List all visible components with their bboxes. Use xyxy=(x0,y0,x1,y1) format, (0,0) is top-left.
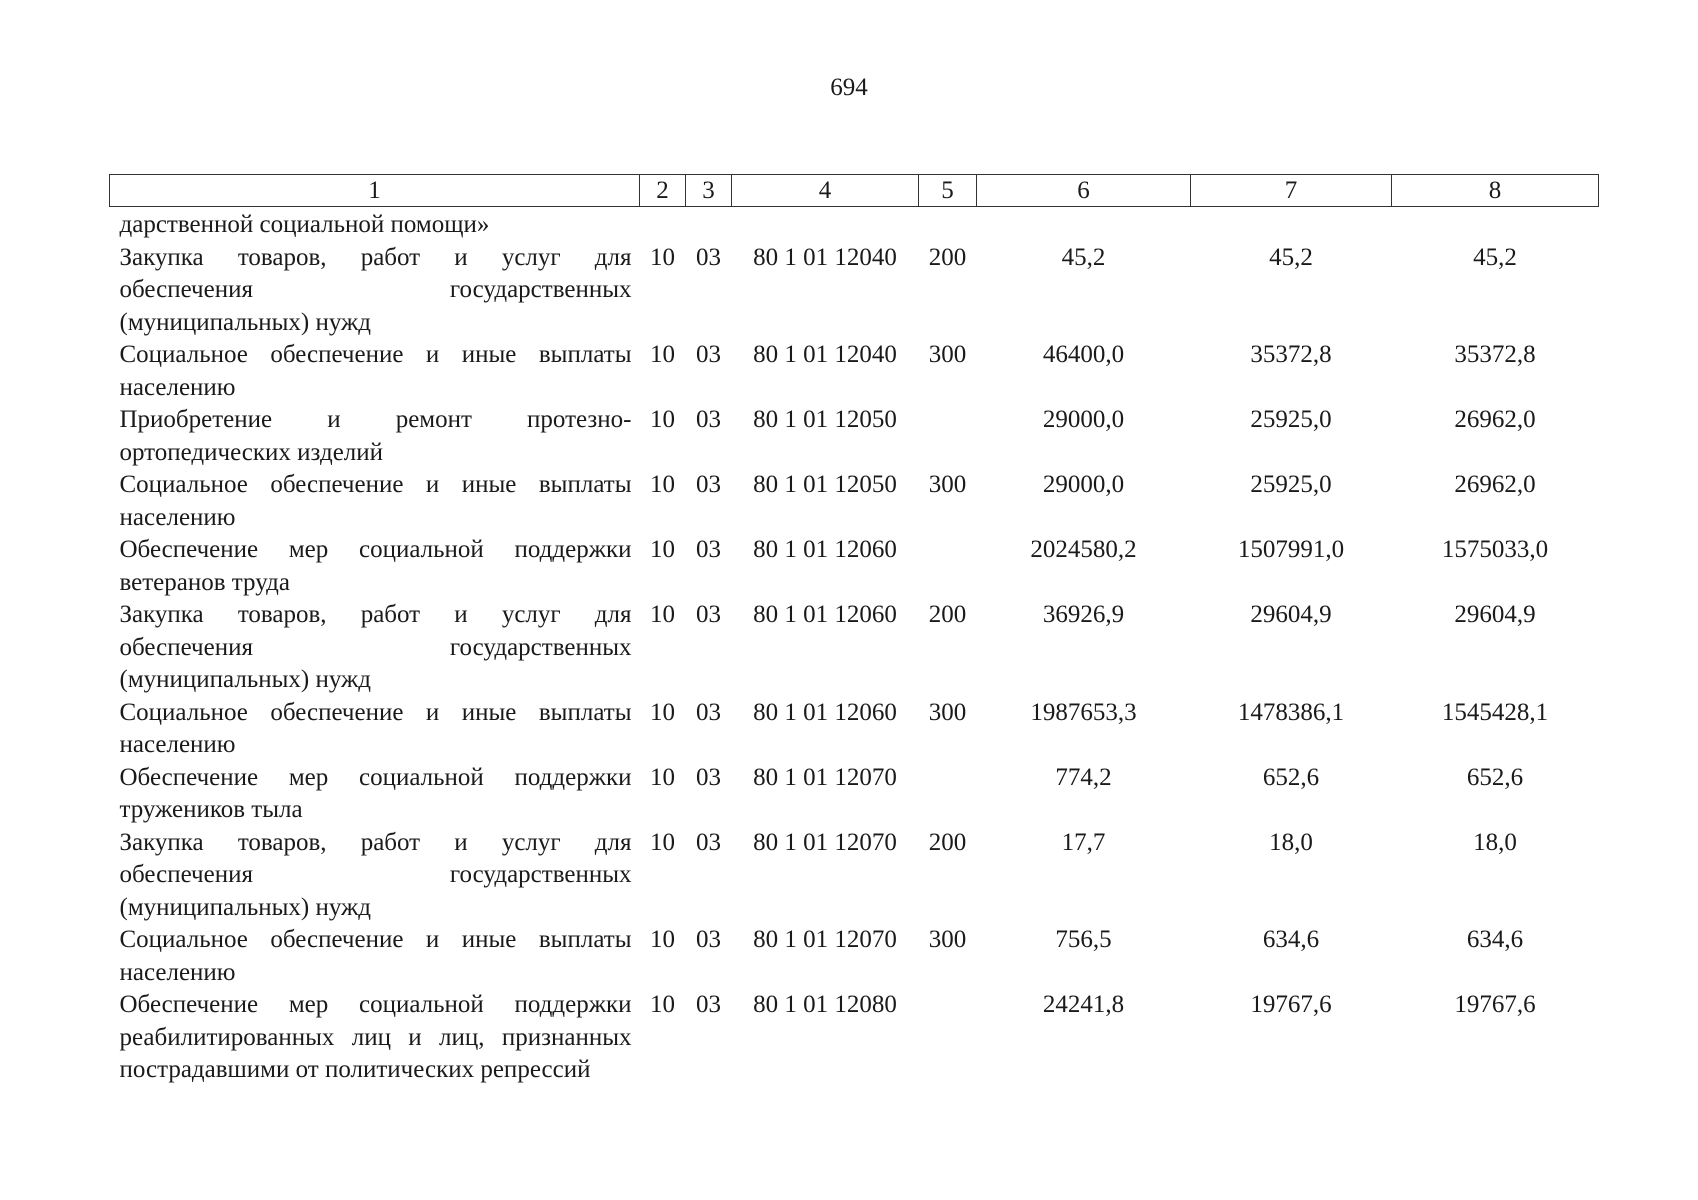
table-row xyxy=(110,827,1599,925)
section-code-cell: 10 xyxy=(650,763,675,791)
row-name-cell: Социальное обеспечение и иные выплаты населению xyxy=(119,471,632,531)
table-row xyxy=(110,534,1599,599)
subsection-code-cell: 03 xyxy=(696,698,721,726)
row-name-cell: дарственной социальной помощи» xyxy=(119,211,490,238)
row-name-cell: Социальное обеспечение и иные выплаты населению xyxy=(119,926,632,986)
expense-type-cell: 300 xyxy=(928,471,967,498)
row-name-cell: Обеспечение мер социальной поддержки реабилитированных лиц и лиц, признанных пострадавшими от политических репрессий xyxy=(119,991,632,1083)
section-code-cell: 10 xyxy=(650,406,675,433)
amount-col7-cell: 18,0 xyxy=(1269,828,1313,856)
subsection-code-cell xyxy=(686,207,732,242)
target-article-cell: 80 1 01 12050 xyxy=(753,471,897,498)
subsection-code-cell: 03 xyxy=(696,828,721,856)
expense-type-cell: 300 xyxy=(928,341,967,368)
table-row xyxy=(110,469,1599,534)
table-row xyxy=(110,697,1599,762)
page-number: 694 xyxy=(830,74,868,101)
amount-col8-cell: 18,0 xyxy=(1473,828,1517,856)
subsection-code-cell: 03 xyxy=(696,406,721,433)
amount-col8-cell: 26962,0 xyxy=(1454,471,1536,498)
amount-col6-cell: 1987653,3 xyxy=(1030,698,1137,726)
amount-col7-cell: 634,6 xyxy=(1262,926,1320,953)
table-body xyxy=(110,207,1599,1087)
expense-type-cell xyxy=(919,207,977,242)
amount-col8-cell: 29604,9 xyxy=(1454,601,1536,628)
amount-col6-cell: 36926,9 xyxy=(1042,601,1125,628)
section-code-cell xyxy=(640,207,686,242)
amount-col8-cell: 634,6 xyxy=(1466,926,1524,953)
expense-type-cell xyxy=(919,762,977,827)
expense-type-cell: 200 xyxy=(928,243,967,271)
table-row xyxy=(110,242,1599,340)
amount-col6-cell: 24241,8 xyxy=(1042,991,1125,1018)
section-code-cell: 10 xyxy=(650,828,675,856)
subsection-code-cell: 03 xyxy=(696,991,721,1018)
expense-type-cell: 200 xyxy=(928,828,967,856)
amount-col6-cell: 2024580,2 xyxy=(1030,536,1137,563)
amount-col7-cell: 652,6 xyxy=(1262,763,1320,791)
header-cell-6: 6 xyxy=(977,175,1191,207)
amount-col8-cell xyxy=(1392,207,1599,242)
amount-col8-cell: 652,6 xyxy=(1466,763,1524,791)
header-cell-4: 4 xyxy=(732,175,919,207)
amount-col6-cell: 46400,0 xyxy=(1042,341,1125,368)
amount-col6-cell xyxy=(977,207,1191,242)
row-name-cell: Закупка товаров, работ и услуг для обеспечения государственных (муниципальных) нужд xyxy=(119,243,632,336)
table-header xyxy=(110,175,1599,207)
section-code-cell: 10 xyxy=(650,926,675,953)
amount-col6-cell: 756,5 xyxy=(1055,926,1112,953)
expense-type-cell: 300 xyxy=(928,926,967,953)
target-article-cell xyxy=(732,207,919,242)
section-code-cell: 10 xyxy=(650,243,675,271)
row-name-cell: Обеспечение мер социальной поддержки тружеников тыла xyxy=(119,763,632,823)
amount-col7-cell: 19767,6 xyxy=(1250,991,1332,1018)
table-row xyxy=(110,404,1599,469)
amount-col7-cell: 45,2 xyxy=(1269,243,1313,271)
header-cell-3: 3 xyxy=(686,175,732,207)
amount-col8-cell: 1545428,1 xyxy=(1441,698,1549,726)
target-article-cell: 80 1 01 12070 xyxy=(753,763,897,791)
section-code-cell: 10 xyxy=(650,471,675,498)
amount-col7-cell: 35372,8 xyxy=(1250,341,1332,368)
header-cell-8: 8 xyxy=(1392,175,1599,207)
row-name-cell: Закупка товаров, работ и услуг для обеспечения государственных (муниципальных) нужд xyxy=(119,828,632,921)
amount-col7-cell: 1507991,0 xyxy=(1237,536,1345,563)
header-row xyxy=(110,175,1599,207)
table-row xyxy=(110,339,1599,404)
section-code-cell: 10 xyxy=(650,341,675,368)
table-row xyxy=(110,762,1599,827)
section-code-cell: 10 xyxy=(650,601,675,628)
amount-col8-cell: 26962,0 xyxy=(1454,406,1536,433)
row-name-cell: Социальное обеспечение и иные выплаты населению xyxy=(119,698,632,758)
target-article-cell: 80 1 01 12060 xyxy=(753,536,897,563)
expense-type-cell: 200 xyxy=(928,601,967,628)
expense-type-cell xyxy=(919,404,977,469)
budget-table xyxy=(109,174,1599,1087)
amount-col7-cell: 1478386,1 xyxy=(1237,698,1345,726)
amount-col8-cell: 35372,8 xyxy=(1454,341,1536,368)
target-article-cell: 80 1 01 12070 xyxy=(753,828,897,856)
header-cell-7: 7 xyxy=(1191,175,1392,207)
target-article-cell: 80 1 01 12060 xyxy=(753,601,897,628)
amount-col8-cell: 19767,6 xyxy=(1454,991,1536,1018)
table-row xyxy=(110,924,1599,989)
row-name-cell: Приобретение и ремонт протезно-ортопедических изделий xyxy=(119,406,632,466)
target-article-cell: 80 1 01 12070 xyxy=(753,926,897,953)
expense-type-cell: 300 xyxy=(928,698,967,726)
table-row xyxy=(110,599,1599,697)
amount-col7-cell: 25925,0 xyxy=(1250,406,1332,433)
section-code-cell: 10 xyxy=(650,536,675,563)
section-code-cell: 10 xyxy=(650,991,675,1018)
header-cell-2: 2 xyxy=(640,175,686,207)
subsection-code-cell: 03 xyxy=(696,763,721,791)
target-article-cell: 80 1 01 12080 xyxy=(753,991,897,1018)
row-name-cell: Обеспечение мер социальной поддержки ветеранов труда xyxy=(119,536,632,596)
amount-col6-cell: 774,2 xyxy=(1055,763,1112,791)
section-code-cell: 10 xyxy=(650,698,675,726)
amount-col7-cell: 25925,0 xyxy=(1250,471,1332,498)
target-article-cell: 80 1 01 12050 xyxy=(753,406,897,433)
subsection-code-cell: 03 xyxy=(696,601,721,628)
subsection-code-cell: 03 xyxy=(696,341,721,368)
header-cell-5: 5 xyxy=(919,175,977,207)
subsection-code-cell: 03 xyxy=(696,243,721,271)
row-name-cell: Закупка товаров, работ и услуг для обеспечения государственных (муниципальных) нужд xyxy=(119,601,632,693)
target-article-cell: 80 1 01 12040 xyxy=(753,341,897,368)
amount-col7-cell xyxy=(1191,207,1392,242)
amount-col7-cell: 29604,9 xyxy=(1250,601,1332,628)
amount-col6-cell: 17,7 xyxy=(1061,828,1106,856)
header-cell-1: 1 xyxy=(110,175,640,207)
table-row xyxy=(110,989,1599,1087)
amount-col8-cell: 1575033,0 xyxy=(1441,536,1549,563)
table-row xyxy=(110,207,1599,242)
amount-col6-cell: 29000,0 xyxy=(1042,471,1125,498)
expense-type-cell xyxy=(919,534,977,599)
expense-type-cell xyxy=(919,989,977,1087)
target-article-cell: 80 1 01 12040 xyxy=(753,243,897,271)
target-article-cell: 80 1 01 12060 xyxy=(753,698,897,726)
subsection-code-cell: 03 xyxy=(696,926,721,953)
amount-col8-cell: 45,2 xyxy=(1473,243,1517,271)
subsection-code-cell: 03 xyxy=(696,536,721,563)
row-name-cell: Социальное обеспечение и иные выплаты населению xyxy=(119,341,632,401)
amount-col6-cell: 29000,0 xyxy=(1042,406,1125,433)
subsection-code-cell: 03 xyxy=(696,471,721,498)
amount-col6-cell: 45,2 xyxy=(1061,243,1106,271)
